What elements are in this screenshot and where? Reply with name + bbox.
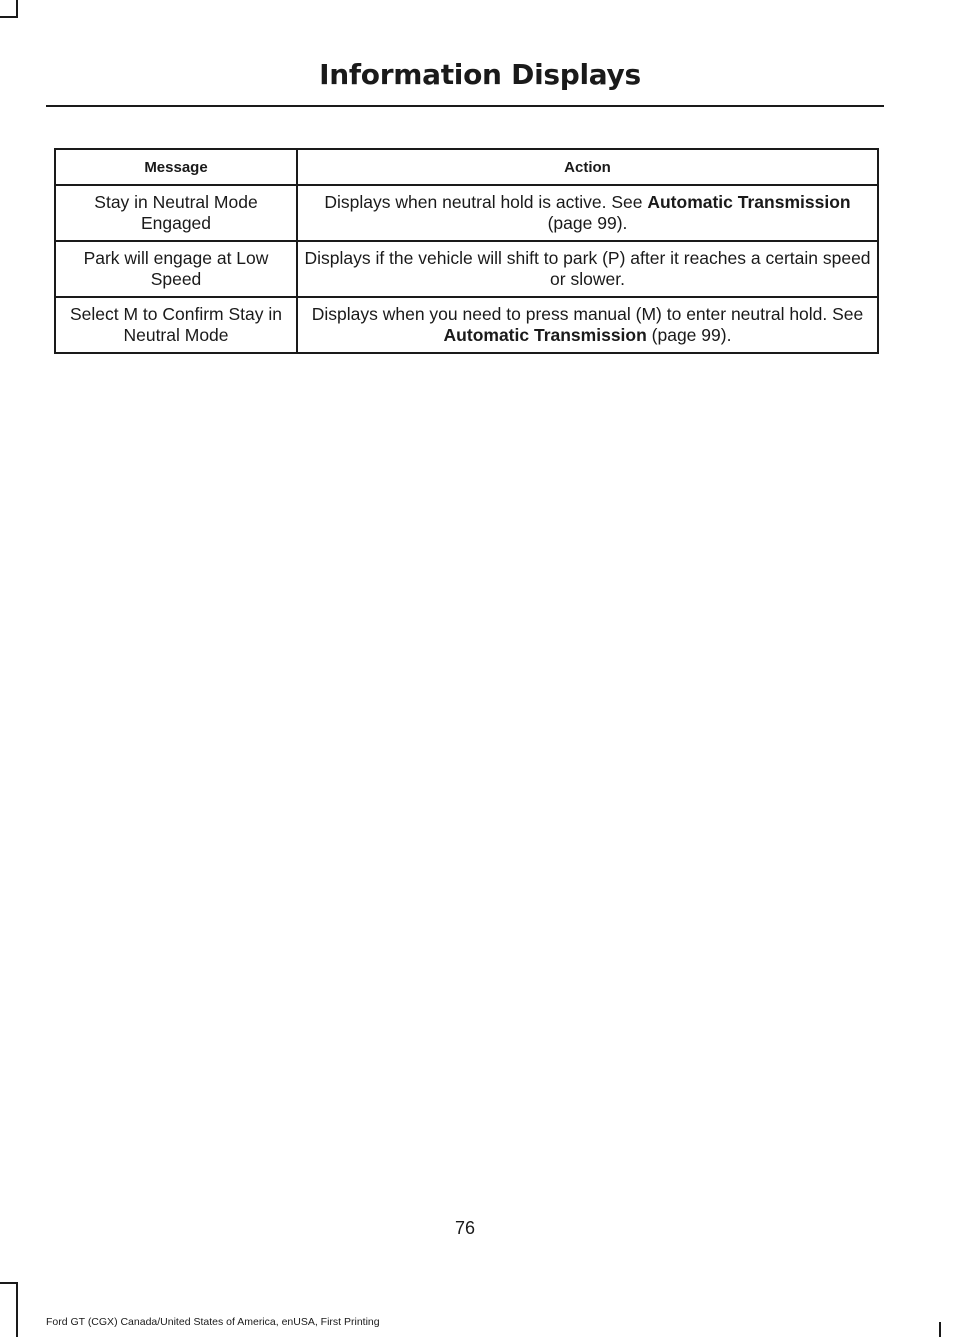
- crop-mark-bottom-left: [0, 1282, 18, 1284]
- page-title: Information Displays: [319, 58, 641, 91]
- table-row: [55, 297, 878, 353]
- column-header-message: Message: [55, 149, 297, 185]
- column-header-action: Action: [297, 149, 878, 185]
- message-cell: Select M to Confirm Stay in Neutral Mode: [55, 297, 297, 353]
- action-cell: [297, 185, 878, 241]
- cross-reference-link[interactable]: Automatic Transmission: [647, 192, 851, 212]
- title-rule: [46, 105, 884, 107]
- crop-mark-bottom-left: [16, 1282, 18, 1337]
- action-text: Displays when neutral hold is active. See: [324, 192, 648, 212]
- table-header-row: [55, 149, 878, 185]
- table-row: [55, 241, 878, 297]
- crop-mark-top-left: [0, 16, 18, 18]
- table-row: [55, 185, 878, 241]
- page-reference: (page 99).: [547, 213, 628, 233]
- message-cell: Stay in Neutral Mode Engaged: [55, 185, 297, 241]
- action-text: Displays if the vehicle will shift to park (P) after it reaches a certain speed or slower.: [304, 248, 871, 289]
- edition-footer: Ford GT (CGX) Canada/United States of America, enUSA, First Printing: [46, 1316, 380, 1328]
- message-cell: Park will engage at Low Speed: [55, 241, 297, 297]
- page-number: 76: [454, 1218, 476, 1238]
- crop-mark-bottom-right: [939, 1322, 941, 1337]
- cross-reference-link[interactable]: Automatic Transmission: [443, 325, 647, 345]
- page-reference: (page 99).: [646, 325, 732, 345]
- action-cell: [297, 297, 878, 353]
- action-text: Displays when you need to press manual (M) to enter neutral hold. See: [311, 304, 864, 324]
- action-cell: [297, 241, 878, 297]
- message-table: [54, 148, 879, 354]
